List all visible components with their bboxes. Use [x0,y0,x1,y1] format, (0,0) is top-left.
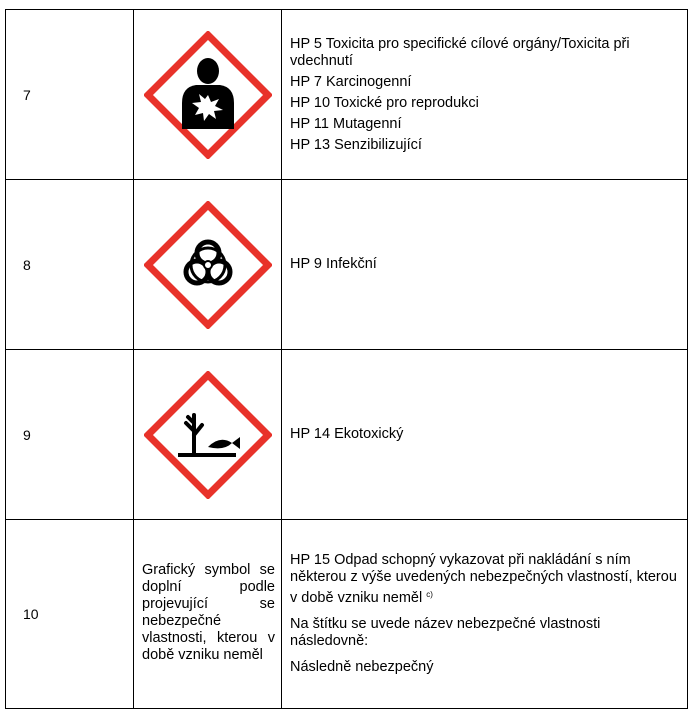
property-line: Na štítku se uvede název nebezpečné vlastnosti následovně: [290,616,601,649]
table-row [6,350,688,520]
properties-cell [282,520,688,709]
pictogram-cell [134,10,282,180]
pictogram-cell [134,350,282,520]
property-line: HP 7 Karcinogenní [290,73,412,90]
table-row [6,180,688,350]
health-hazard-icon [144,31,272,159]
properties-cell [282,180,688,350]
table-row [6,10,688,180]
property-line: HP 5 Toxicita pro specifické cílové orgány/Toxicita při vdechnutí [290,35,630,69]
property-text: HP 15 Odpad schopný vykazovat při nakládání s ním některou z výše uvedených nebezpečných vlastností, kterou v době vzniku neměl [290,552,677,606]
property-line: HP 11 Mutagenní [290,115,402,132]
table-row [6,520,688,709]
row-number: 10 [6,520,134,709]
symbol-note-cell: Grafický symbol se doplní podle projevující se nebezpečné vlastnosti, kterou v době vzniku neměl [134,520,282,709]
biohazard-icon [144,201,272,329]
row-number: 9 [6,350,134,520]
pictogram-cell [134,180,282,350]
properties-cell [282,10,688,180]
footnote-marker: c) [426,590,433,599]
property-line [290,552,679,607]
row-number: 7 [6,10,134,180]
property-line: Následně nebezpečný [290,659,434,675]
row-number: 8 [6,180,134,350]
property-line: HP 14 Ekotoxický [290,426,404,442]
environment-hazard-icon [144,371,272,499]
property-line: HP 13 Senzibilizující [290,136,422,153]
property-line: HP 9 Infekční [290,256,377,272]
hazard-table [5,9,688,709]
property-line: HP 10 Toxické pro reprodukci [290,94,479,111]
properties-cell [282,350,688,520]
